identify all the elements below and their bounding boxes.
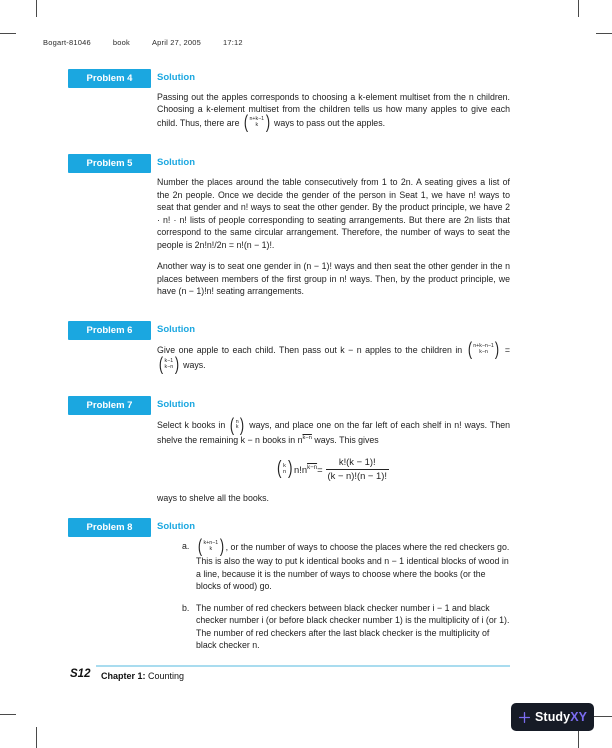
binomial-stack: [249, 117, 265, 129]
left-paren: (: [467, 339, 472, 360]
binomial-stack: [235, 420, 239, 432]
list-item-text: ( k+n−1 k ) , or the number of ways to choose the places where the red checkers go. This is also the way to put k identical books and n − 1 identical blocks of wood in a line, because it is the number of ways to choose where the books (or the blocks of wood) go.: [196, 536, 510, 592]
power-expression: $n^{k-n}$: [301, 463, 318, 475]
list-item-marker: a.: [182, 540, 190, 551]
chapter-rule: [96, 665, 510, 667]
problem-label: Problem 7: [68, 396, 151, 415]
manuscript-id: Bogart-81046: [43, 38, 91, 47]
binomial-bottom: k: [235, 424, 239, 431]
page-number: S12: [70, 668, 91, 680]
solution-paragraph: Passing out the apples corresponds to choosing a k-element multiset from the n children. Choosing a k-element multiset from the children tells us how many apples to give each child. Thus, there are ( n+k−1 k ) ways to pass out the apples.: [157, 92, 510, 133]
solution-heading: Solution: [157, 520, 195, 532]
problem-section-problem-7: [68, 396, 510, 504]
fraction: [326, 456, 389, 482]
cropmark-bottom-left-v: [36, 727, 37, 748]
solution-column: [157, 154, 510, 306]
brand-study: Study: [535, 710, 571, 724]
solutions-content: [68, 69, 510, 675]
solution-heading: Solution: [157, 399, 195, 411]
solution-paragraph: Another way is to seat one gender in (n − 1)! ways and then seat the other gender in the n places between members of the first group in n! ways. Then, by the product principle, we have (n − 1)!n! seating arrangements.: [157, 261, 510, 297]
binomial-top: k+n−1: [203, 540, 219, 547]
solution-paragraph: Select k books in ( n k ) ways, and place one on the far left of each shelf in n! ways. Then shelve the remaining k − n books in $n^{k-n}$ ways. This gives: [157, 414, 510, 445]
chapter-footer: [101, 671, 184, 681]
binomial-top: k: [283, 462, 286, 469]
binomial-coefficient: [467, 339, 501, 360]
displayed-equation: ( k n ) n! $n^{k-n}$ = $\frac{k!(k - 1)!}{(k - n)!(n - 1)!}$: [276, 456, 387, 481]
binomial-bottom: k−n: [479, 348, 488, 355]
binomial-stack: [282, 463, 286, 476]
left-paren: (: [158, 354, 164, 375]
binomial-top: k−1: [164, 358, 174, 365]
problem-label: Problem 8: [68, 518, 151, 537]
binomial-coefficient: [197, 536, 225, 557]
running-head: [43, 38, 265, 47]
binomial-stack: [473, 344, 495, 356]
chapter-title: Counting: [145, 671, 185, 681]
problem-label-column: [68, 154, 157, 306]
binomial-bottom: n: [282, 468, 287, 475]
right-paren: ): [174, 354, 179, 375]
cropmark-top-left-v: [36, 0, 37, 17]
problem-label: Problem 4: [68, 69, 151, 88]
exponent: k−n: [302, 434, 312, 441]
solution-heading: Solution: [157, 157, 195, 169]
list-item: [182, 536, 510, 593]
binomial-bottom: k: [255, 122, 259, 129]
doc-type: book: [112, 38, 130, 47]
right-paren: ): [265, 112, 270, 133]
left-paren: (: [243, 112, 249, 133]
solution-heading: Solution: [157, 323, 195, 335]
binomial-coefficient: [158, 354, 180, 375]
binomial-stack: [203, 541, 219, 553]
binomial-stack: [164, 359, 174, 371]
problem-section-problem-6: [68, 321, 510, 383]
studyxy-watermark: [511, 703, 594, 731]
binomial-top: n+k−n−1: [473, 342, 494, 349]
list-item-marker: b.: [182, 602, 190, 613]
right-paren: ): [240, 414, 245, 435]
solution-paragraph: ways to shelve all the books.: [157, 492, 269, 503]
left-paren: (: [276, 457, 282, 479]
exponent: k−n: [307, 463, 318, 471]
cropmark-bottom-left-h: [0, 714, 16, 715]
solution-column: [157, 518, 510, 661]
problem-label-column: [68, 321, 157, 383]
solution-column: [157, 69, 510, 140]
binomial-bottom: k−n: [164, 364, 174, 371]
plus-icon: [518, 711, 531, 724]
header-date: April 27, 2005: [151, 38, 202, 47]
header-time: 17:12: [223, 38, 243, 47]
chapter-label: Chapter 1:: [101, 671, 146, 681]
brand-xy: XY: [570, 710, 588, 724]
problem-label-column: [68, 396, 157, 504]
right-paren: ): [287, 457, 293, 479]
binomial-bottom: k: [209, 546, 213, 553]
right-paren: ): [219, 536, 224, 557]
denominator: (k − n)!(n − 1)!: [327, 469, 387, 481]
cropmark-bottom-right-h: [593, 716, 612, 717]
problem-label-column: [68, 69, 157, 140]
binomial-top: n+k−1: [249, 116, 265, 123]
problem-label: Problem 6: [68, 321, 151, 340]
right-paren: ): [495, 339, 500, 360]
problem-section-problem-5: [68, 154, 510, 306]
left-paren: (: [230, 414, 235, 435]
solution-list: [182, 536, 510, 652]
numerator: k!(k − 1)!: [338, 456, 376, 468]
cropmark-top-left-h: [0, 33, 16, 34]
solution-heading: Solution: [157, 72, 195, 83]
left-paren: (: [197, 536, 203, 557]
problem-section-problem-4: [68, 69, 510, 140]
list-item: [182, 602, 510, 652]
studyxy-brand-text: [535, 710, 587, 724]
binomial-coefficient: [229, 414, 245, 435]
solution-paragraph: Number the places around the table consecutively from 1 to 2n. A seating gives a list of the 2n people. Once we decide the gender of the person in Seat 1, we have n! ways to seat that gender and n! ways to seat the other gender. By the product principle, we have 2 · n! · n! lists of people corresponding to seating arrangements. But there are 2n lists that correspond to the same circular arrangement. Therefore, the number of ways to seat the people is 2n!n!/2n = n!(n − 1)!.: [157, 177, 510, 250]
list-item-text: The number of red checkers between black checker number i − 1 and black checker number i (or before black checker number 1) is the multiplicity of i (or 1). The number of red checkers after the last black checker is the multiplicity of black checker n.: [196, 602, 510, 651]
solution-column: [157, 321, 510, 383]
binomial-top: n: [235, 418, 239, 425]
problem-section-problem-8: [68, 518, 510, 661]
problem-label: Problem 5: [68, 154, 151, 173]
cropmark-top-right-v: [578, 0, 579, 17]
solution-paragraph: Give one apple to each child. Then pass out k − n apples to the children in ( n+k−n−1 k−n ) = ( k−1 k−n ) ways.: [157, 339, 510, 375]
binomial-coefficient: [243, 112, 271, 133]
binomial-coefficient: [276, 457, 293, 479]
cropmark-bottom-right-v: [578, 730, 579, 748]
problem-label-column: [68, 518, 157, 661]
cropmark-top-right-h: [596, 33, 612, 34]
power-expression: $n^{k-n}$: [297, 434, 312, 445]
solution-column: [157, 396, 510, 504]
